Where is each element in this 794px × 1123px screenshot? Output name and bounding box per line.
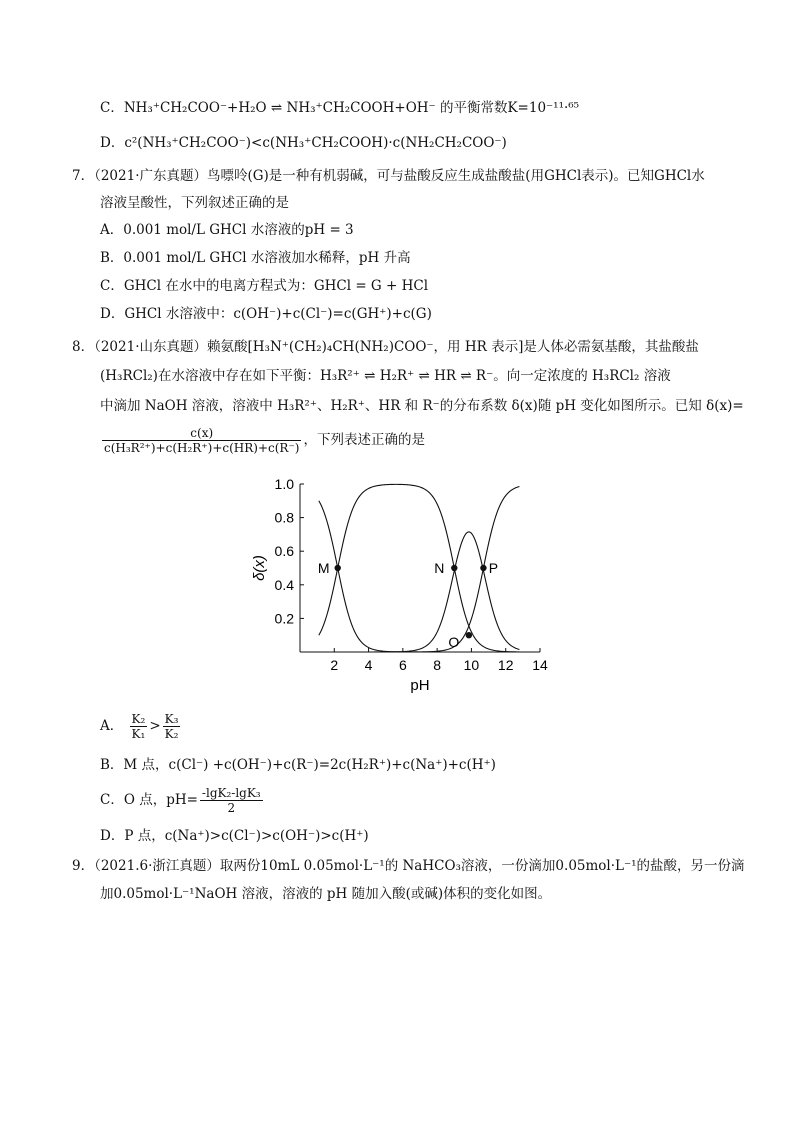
q8-stem-line4: $\frac{c(x)}{\text{c(H₃R²⁺)+c(H₂R⁺)+c(HR)+c(R⁻)}}$ ，下列表述正确的是 <box>104 426 425 455</box>
x-tick-label: 8 <box>433 657 442 673</box>
delta-definition-fraction: $\frac{c(x)}{\text{c(H₃R²⁺)+c(H₂R⁺)+c(HR)+c(R⁻)}}$ <box>104 426 300 455</box>
point-P <box>480 565 486 571</box>
y-tick-label: 0.4 <box>274 576 294 593</box>
y-axis-label: δ(x) <box>251 555 268 581</box>
q7-option-b: B．0.001 mol/L GHCl 水溶液加水稀释，pH 升高 <box>100 250 411 266</box>
q9-stem-line2: 加0.05mol·L⁻¹NaOH 溶液，溶液的 pH 随加入酸(或碱)体积的变化如图。 <box>100 886 552 902</box>
option-d-previous: D．c²(NH₃⁺CH₂COO⁻)<c(NH₃⁺CH₂COOH)·c(NH₂CH₂COO⁻) <box>100 135 507 151</box>
point-label-P: P <box>488 560 499 576</box>
x-tick-label: 14 <box>532 657 548 673</box>
q8-option-c: C．O 点，pH= $\frac{\text{-lgK₂-lgK₃}}{2}$ <box>100 786 261 815</box>
q7-stem-line1: 7．（2021·广东真题）鸟嘌呤(G)是一种有机弱碱，可与盐酸反应生成盐酸盐(用GHCl表示)。已知GHCl水 <box>72 168 705 184</box>
point-label-M: M <box>317 560 330 576</box>
q9-stem-line1: 9．（2021.6·浙江真题）取两份10mL 0.05mol·L⁻¹的 NaHCO₃溶液，一份滴加0.05mol·L⁻¹的盐酸，另一份滴 <box>72 858 745 874</box>
distribution-chart <box>250 472 550 697</box>
point-label-O: O <box>448 634 460 651</box>
x-axis-label: pH <box>410 677 430 694</box>
q8-option-b: B．M 点，c(Cl⁻) +c(OH⁻)+c(R⁻)=2c(H₂R⁺)+c(Na⁺)+c(H⁺) <box>100 757 496 773</box>
x-tick-label: 12 <box>497 657 514 673</box>
point-O <box>466 632 472 638</box>
q8-stem-line3: 中滴加 NaOH 溶液，溶液中 H₃R²⁺、H₂R⁺、HR 和 R⁻的分布系数 δ(x)随 pH 变化如图所示。已知 δ(x)= <box>100 398 744 414</box>
y-tick-label: 0.8 <box>274 509 294 526</box>
q7-stem-line2: 溶液呈酸性，下列叙述正确的是 <box>100 195 289 211</box>
y-tick-label: 1.0 <box>274 476 294 492</box>
q8-option-d: D．P 点，c(Na⁺)>c(Cl⁻)>c(OH⁻)>c(H⁺) <box>100 828 369 844</box>
q8-option-a: A． $\frac{\text{K₂}}{\text{K₁}}$ > $\frac{\text{K₃}}{\text{K₂}}$ <box>100 712 179 741</box>
q8-stem-line1: 8．（2021·山东真题）赖氨酸[H₃N⁺(CH₂)₄CH(NH₂)COO⁻，用 HR 表示]是人体必需氨基酸，其盐酸盐 <box>72 339 699 355</box>
y-tick-label: 0.6 <box>274 543 294 560</box>
q7-option-a: A．0.001 mol/L GHCl 水溶液的pH = 3 <box>100 222 354 238</box>
x-tick-label: 6 <box>398 657 407 673</box>
q8-stem-line2: (H₃RCl₂)在水溶液中存在如下平衡：H₃R²⁺ ⇌ H₂R⁺ ⇌ HR ⇌ R⁻。向一定浓度的 H₃RCl₂ 溶液 <box>100 368 671 384</box>
q7-option-c: C．GHCl 在水中的电离方程式为：GHCl = G + HCl <box>100 278 429 294</box>
x-tick-label: 2 <box>330 657 339 673</box>
q7-option-d: D．GHCl 水溶液中：c(OH⁻)+c(Cl⁻)=c(GH⁺)+c(G) <box>100 306 432 322</box>
point-label-N: N <box>434 560 445 576</box>
point-M <box>335 565 341 571</box>
x-tick-label: 10 <box>463 657 480 673</box>
series-line-3 <box>319 532 520 652</box>
x-tick-label: 4 <box>364 657 373 673</box>
point-N <box>451 565 457 571</box>
y-tick-label: 0.2 <box>274 610 294 627</box>
option-c-previous: C．NH₃⁺CH₂COO⁻+H₂O ⇌ NH₃⁺CH₂COOH+OH⁻ 的平衡常数K=10⁻¹¹·⁶⁵ <box>100 100 580 116</box>
series-line-1 <box>319 501 520 652</box>
